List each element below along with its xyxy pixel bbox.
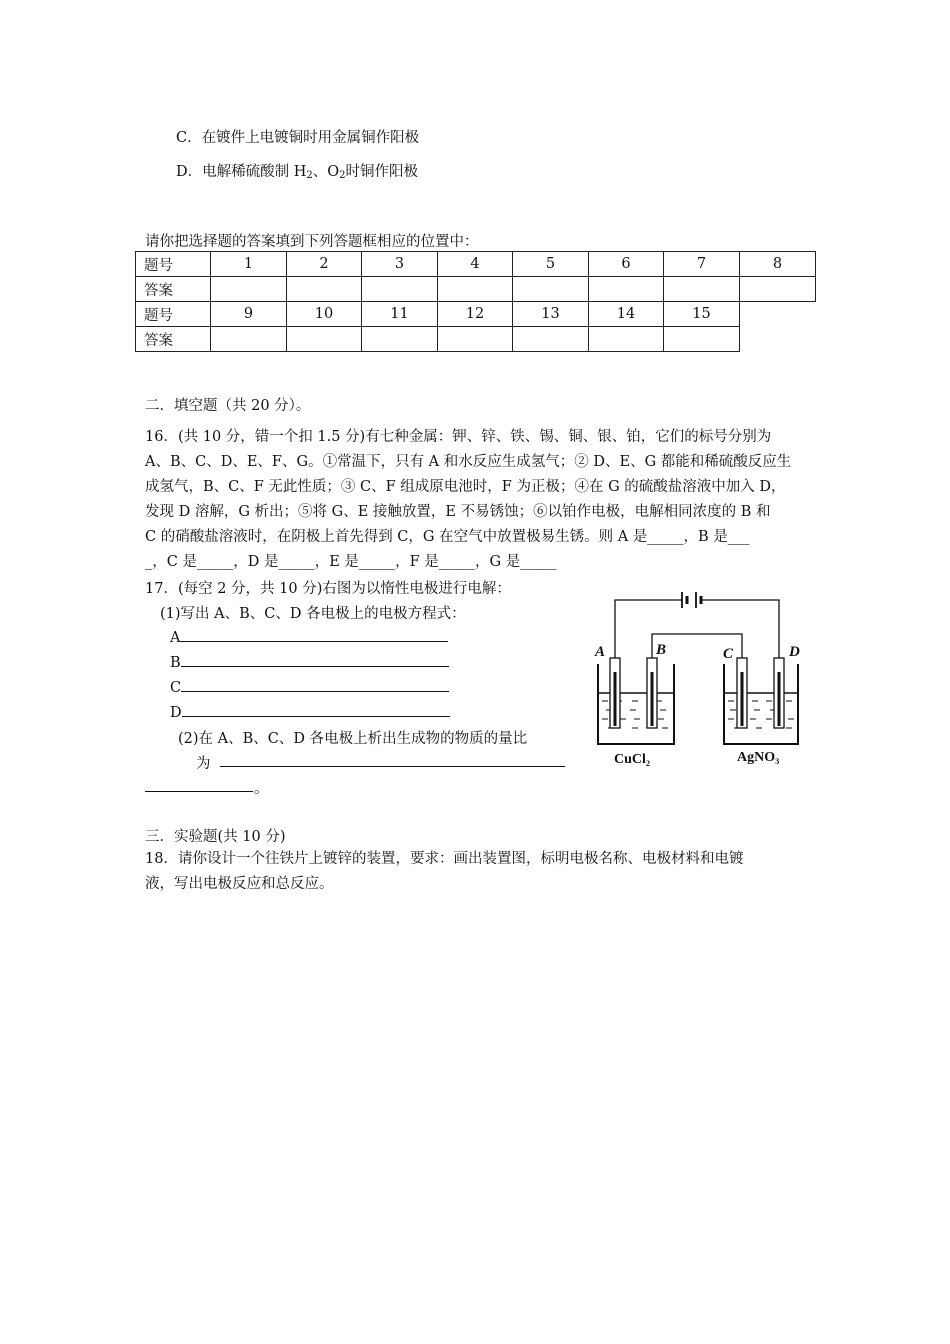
answer-cell[interactable] [438, 277, 513, 302]
question-number-cell: 4 [438, 252, 513, 277]
answer-cell[interactable] [664, 277, 740, 302]
answer-instruction: 请你把选择题的答案填到下列答题框相应的位置中： [145, 234, 479, 250]
label-b: B [656, 642, 667, 658]
question-number-cell: 9 [211, 302, 287, 327]
question-number-cell: 5 [513, 252, 589, 277]
answer-cell[interactable] [664, 327, 740, 352]
q17-part1: (1)写出 A、B、C、D 各电极上的电极方程式： [160, 606, 466, 622]
answer-blank[interactable] [180, 627, 448, 642]
option-d-mid: 、O [312, 164, 340, 180]
option-d-sub2: 2 [339, 170, 346, 181]
question-number-cell: 11 [362, 302, 438, 327]
answer-cell[interactable] [740, 277, 816, 302]
q18-line: 18．请你设计一个往铁片上镀锌的装置，要求：画出装置图，标明电极名称、电极材料和电镀 [145, 851, 744, 867]
table-row [136, 277, 816, 302]
section3-heading: 三．实验题(共 10 分) [145, 829, 286, 845]
option-d-pre: D．电解稀硫酸制 H [176, 164, 307, 180]
question-number-cell: 7 [664, 252, 740, 277]
question-number-cell: 2 [287, 252, 362, 277]
right-solution-label: AgNO₃ [737, 750, 780, 765]
table-row [136, 302, 816, 327]
label-d: D [789, 644, 800, 660]
table-row [136, 327, 816, 352]
q17-part2: (2)在 A、B、C、D 各电极上析出生成物的物质的量比 [178, 731, 528, 747]
answer-cell[interactable] [513, 327, 589, 352]
q17-title: 17．(每空 2 分，共 10 分)右图为以惰性电极进行电解： [145, 581, 511, 597]
answer-cell[interactable] [211, 277, 287, 302]
empty-cell [740, 327, 816, 352]
question-number-cell: 6 [589, 252, 664, 277]
question-number-cell: 8 [740, 252, 816, 277]
answer-blank[interactable] [181, 677, 449, 692]
answer-cell[interactable] [287, 277, 362, 302]
question-number-cell: 1 [211, 252, 287, 277]
q16-line: C 的硝酸盐溶液时，在阴极上首先得到 C，G 在空气中放置极易生锈。则 A 是_____，B 是___ [145, 529, 750, 545]
q17-blank-c[interactable] [170, 677, 449, 696]
answer-cell[interactable] [211, 327, 287, 352]
q17-blank-b[interactable] [170, 652, 449, 671]
ratio-blank-cont[interactable] [145, 777, 253, 792]
table-row [136, 252, 816, 277]
q16-line: 16．(共 10 分，错一个扣 1.5 分)有七种金属：钾、锌、铁、锡、铜、银、铂，它们的标号分别为 [145, 429, 772, 445]
answer-blank[interactable] [182, 702, 450, 717]
answer-blank[interactable] [181, 652, 449, 667]
q17-part2-wei: 为 [196, 756, 211, 772]
table-header-cell: 题号 [136, 252, 211, 277]
option-d-sub1: 2 [306, 170, 313, 181]
q16-line: _，C 是_____，D 是_____，E 是_____，F 是_____，G 是_____ [145, 554, 557, 570]
q16-line: 成氢气，B、C、F 无此性质；③ C、F 组成原电池时，F 为正极；④在 G 的硫酸盐溶液中加入 D， [145, 479, 786, 495]
q16-line: 发现 D 溶解，G 析出；⑤将 G、E 接触放置，E 不易锈蚀；⑥以铂作电极，电解相同浓度的 B 和 [145, 504, 771, 520]
question-number-cell: 3 [362, 252, 438, 277]
blank-label: D [170, 705, 182, 721]
option-d-post: 时铜作阳极 [345, 164, 419, 180]
right-beaker [724, 658, 798, 744]
wire [615, 600, 678, 658]
left-beaker [598, 658, 674, 744]
answer-cell[interactable] [438, 327, 513, 352]
answer-cell[interactable] [362, 277, 438, 302]
table-header-cell: 题号 [136, 302, 211, 327]
option-d [176, 160, 418, 181]
blank-label: C [170, 680, 182, 696]
section2-heading: 二．填空题（共 20 分）。 [145, 398, 311, 414]
question-number-cell: 14 [589, 302, 664, 327]
left-solution-label: CuCl₂ [614, 752, 651, 767]
question-number-cell: 10 [287, 302, 362, 327]
question-number-cell: 13 [513, 302, 589, 327]
ratio-blank[interactable] [220, 752, 565, 767]
q17-blank-a[interactable] [170, 627, 448, 646]
answer-cell[interactable] [589, 277, 664, 302]
question-number-cell: 15 [664, 302, 740, 327]
label-c: C [723, 646, 734, 662]
label-a: A [595, 644, 606, 660]
q18-line: 液，写出电极反应和总反应。 [145, 876, 334, 892]
answer-cell[interactable] [513, 277, 589, 302]
electrolysis-diagram [590, 588, 810, 778]
answer-cell[interactable] [589, 327, 664, 352]
answer-table [135, 251, 816, 352]
blank-label: B [170, 655, 181, 671]
answer-cell[interactable] [362, 327, 438, 352]
table-header-cell: 答案 [136, 327, 211, 352]
q17-end: 。 [254, 781, 269, 797]
q17-blank-d[interactable] [170, 702, 450, 721]
table-header-cell: 答案 [136, 277, 211, 302]
empty-cell [740, 302, 816, 327]
answer-cell[interactable] [287, 327, 362, 352]
option-c: C．在镀件上电镀铜时用金属铜作阳极 [176, 130, 420, 146]
wire [710, 600, 779, 658]
q16-line: A、B、C、D、E、F、G。①常温下，只有 A 和水反应生成氢气；② D、E、G 都能和稀硫酸反应生 [145, 454, 792, 470]
question-number-cell: 12 [438, 302, 513, 327]
blank-label: A [170, 630, 181, 646]
